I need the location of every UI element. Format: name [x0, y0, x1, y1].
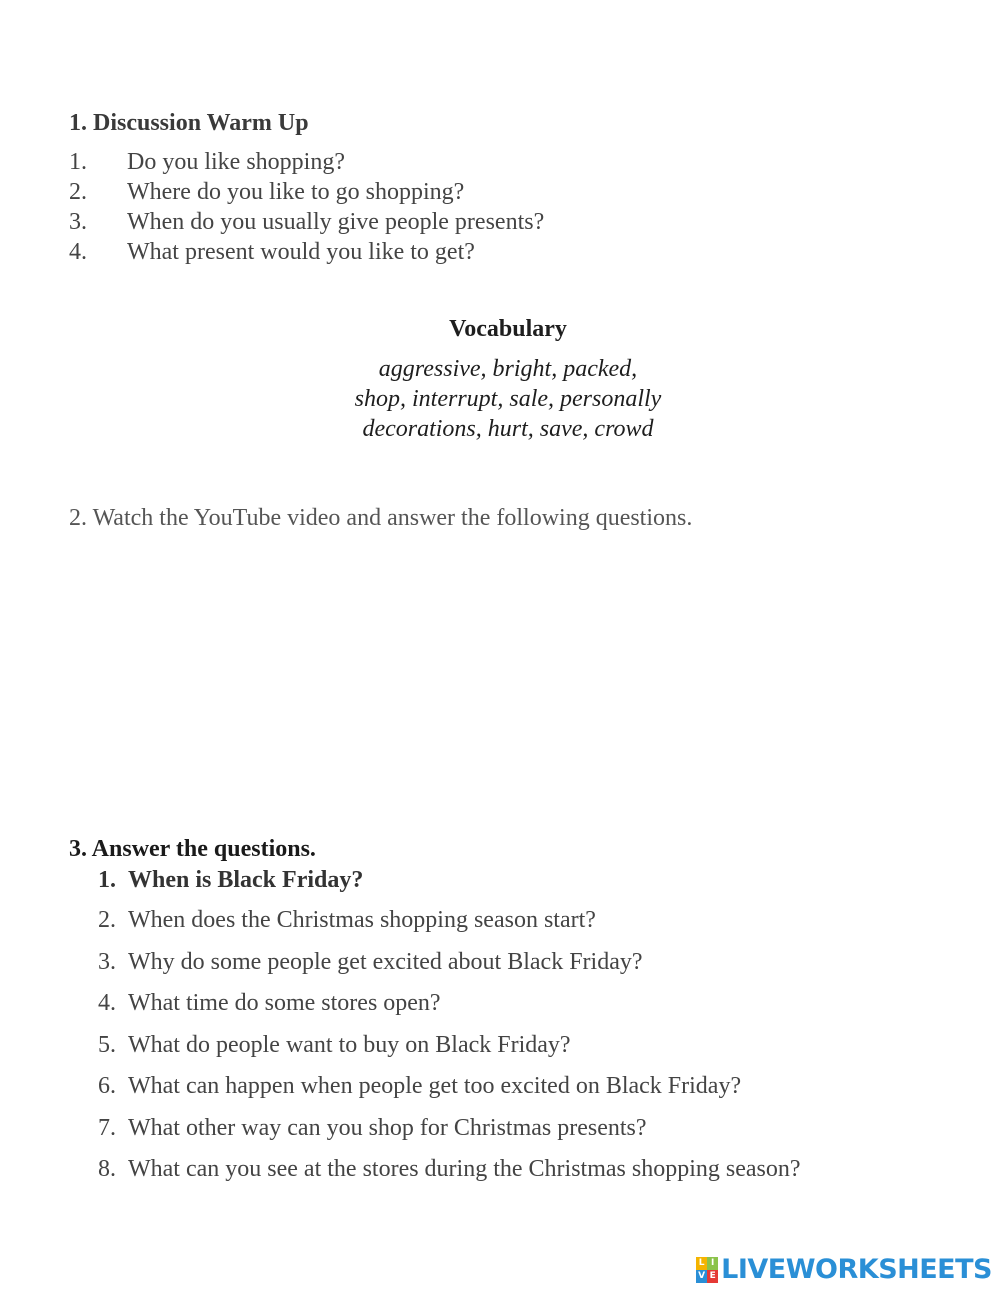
question-text: What can you see at the stores during the Christmas shopping season? [128, 1156, 801, 1182]
question-text: Why do some people get excited about Black Friday? [128, 949, 643, 975]
question-text: What can happen when people get too excited on Black Friday? [128, 1073, 742, 1099]
logo-mark-letter: E [707, 1270, 718, 1283]
answer-question [98, 1114, 647, 1142]
vocabulary-line: shop, interrupt, sale, personally [354, 386, 662, 412]
question-text: What present would you like to get? [127, 239, 475, 265]
warmup-question [69, 178, 464, 206]
question-number: 4. [98, 990, 116, 1016]
question-number: 7. [98, 1115, 116, 1141]
liveworksheets-logo-icon [696, 1257, 718, 1283]
question-number: 3. [69, 209, 87, 235]
question-text: When does the Christmas shopping season start? [128, 907, 596, 933]
answer-question [98, 906, 596, 934]
question-number: 6. [98, 1073, 116, 1099]
question-number: 4. [69, 239, 87, 265]
question-text: Do you like shopping? [127, 149, 345, 175]
answer-question [98, 989, 441, 1017]
answer-question [98, 1072, 741, 1100]
warmup-question [69, 238, 475, 266]
question-text: When is Black Friday? [128, 867, 364, 893]
warmup-question [69, 208, 544, 236]
question-text: What other way can you shop for Christmas presents? [128, 1115, 647, 1141]
liveworksheets-logo-text: LIVEWORKSHEETS [721, 1254, 992, 1285]
question-number: 1. [69, 149, 87, 175]
question-text: When do you usually give people presents? [127, 209, 545, 235]
answer-heading: 3. Answer the questions. [69, 836, 316, 862]
question-number: 3. [98, 949, 116, 975]
warmup-question [69, 148, 345, 176]
warmup-heading: 1. Discussion Warm Up [69, 110, 309, 136]
question-number: 1. [98, 867, 116, 893]
logo-mark-letter: L [696, 1257, 707, 1270]
vocabulary-line: aggressive, bright, packed, [378, 356, 638, 382]
question-number: 2. [69, 179, 87, 205]
question-text: What time do some stores open? [128, 990, 441, 1016]
video-instruction: 2. Watch the YouTube video and answer the following questions. [69, 505, 693, 531]
question-number: 8. [98, 1156, 116, 1182]
vocabulary-line: decorations, hurt, save, crowd [362, 416, 654, 442]
question-text: What do people want to buy on Black Friday? [128, 1032, 571, 1058]
question-number: 5. [98, 1032, 116, 1058]
answer-question [98, 1155, 801, 1183]
question-number: 2. [98, 907, 116, 933]
liveworksheets-logo[interactable] [696, 1254, 992, 1285]
answer-question [98, 866, 363, 894]
answer-question [98, 1031, 571, 1059]
logo-mark-letter: V [696, 1270, 707, 1283]
logo-mark-letter: I [707, 1257, 718, 1270]
answer-question [98, 948, 643, 976]
question-text: Where do you like to go shopping? [127, 179, 465, 205]
vocabulary-title: Vocabulary [449, 316, 567, 342]
